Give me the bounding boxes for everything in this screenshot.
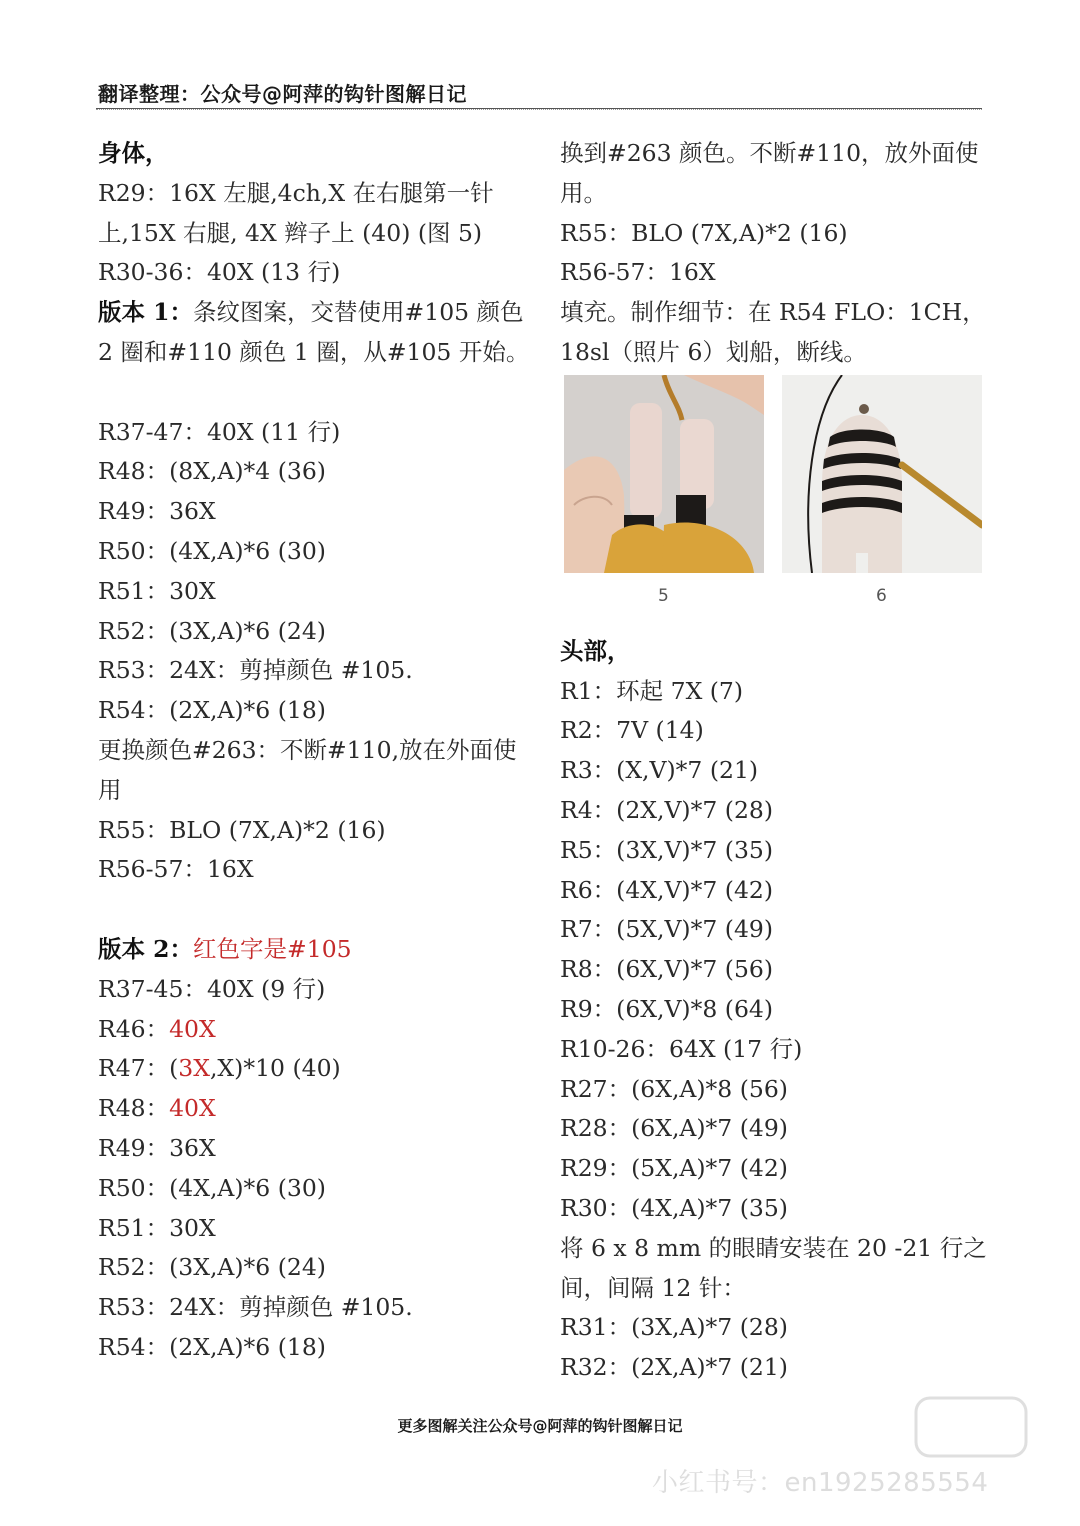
- row-v1-r55: R55：BLO (7X,A)*2 (16): [98, 815, 386, 844]
- row-v1-r50: R50：(4X,A)*6 (30): [98, 536, 326, 565]
- head-row-r4: R4：(2X,V)*7 (28): [560, 795, 774, 824]
- row-v1-r54: R54：(2X,A)*6 (18): [98, 696, 326, 725]
- row-r29: R29：16X 左腿,4ch,X 在右腿第一针上,15X 右腿, 4X 辫子上 (40) (图 5): [98, 178, 494, 247]
- row-r55: R55：BLO (7X,A)*2 (16): [560, 218, 848, 247]
- xiaohongshu-logo-watermark: [912, 1392, 1030, 1462]
- change-color-note: 更换颜色#263：不断#110,放在外面使用: [98, 735, 517, 804]
- row-v2-r47-red-value: 3X: [178, 1054, 210, 1083]
- row-v2-r47-label: R47：(: [98, 1054, 179, 1083]
- row-v2-r52: R52：(3X,A)*6 (24): [98, 1253, 326, 1282]
- version-2-label: 版本 2：: [98, 934, 194, 963]
- page-header-title: 翻译整理：公众号@阿萍的钩针图解日记: [98, 82, 467, 106]
- head-section-heading: 头部，: [560, 636, 631, 665]
- head-row-r27: R27：(6X,A)*8 (56): [560, 1074, 788, 1103]
- head-row-r29: R29：(5X,A)*7 (42): [560, 1154, 788, 1183]
- head-row-r9: R9：(6X,V)*8 (64): [560, 994, 774, 1023]
- row-v2-r48: [98, 1089, 538, 1129]
- right-column: [560, 134, 988, 1388]
- row-v1-r53: R53：24X：剪掉颜色 #105.: [98, 656, 413, 685]
- stuffing-note: 填充。制作细节：在 R54 FLO：1CH，18sl（照片 6）划船，断线。: [560, 298, 986, 366]
- row-v2-r46-label: R46：: [98, 1014, 170, 1043]
- head-row-r8: R8：(6X,V)*7 (56): [560, 955, 774, 984]
- head-row-r31: R31：(3X,A)*7 (28): [560, 1313, 788, 1342]
- body-section-heading: 身体，: [98, 139, 169, 167]
- photo-6-striped-body: [782, 375, 982, 573]
- page-footer: 更多图解关注公众号@阿萍的钩针图解日记: [397, 1417, 683, 1435]
- row-v1-r51: R51：30X: [98, 576, 216, 605]
- row-v2-r48-red-value: 40X: [169, 1094, 216, 1123]
- watermark-user-id: 小红书号：en1925285554: [652, 1468, 989, 1498]
- row-v1-r52: R52：(3X,A)*6 (24): [98, 616, 326, 645]
- row-r56-57: R56-57：16X: [560, 258, 716, 287]
- head-row-r3: R3：(X,V)*7 (21): [560, 756, 759, 785]
- row-v2-r46: [98, 1010, 538, 1050]
- row-v1-r48: R48：(8X,A)*4 (36): [98, 457, 326, 486]
- row-v1-r56-57: R56-57：16X: [98, 855, 254, 884]
- version-1-intro: [98, 293, 538, 412]
- step-photos: [560, 373, 988, 605]
- spacer: [560, 605, 988, 632]
- row-v2-r46-red-value: 40X: [169, 1014, 216, 1043]
- row-v1-r49: R49：36X: [98, 497, 216, 526]
- row-v2-r47-rest: ,X)*10 (40): [209, 1054, 341, 1083]
- left-column: [98, 134, 538, 1368]
- row-v2-r51: R51：30X: [98, 1213, 216, 1242]
- row-v2-r48-label: R48：: [98, 1094, 170, 1123]
- eyes-note: 将 6 x 8 mm 的眼睛安装在 20 -21 行之间，间隔 12 针：: [560, 1233, 987, 1302]
- row-v2-r54: R54：(2X,A)*6 (18): [98, 1332, 326, 1361]
- row-v1-r37-47: R37-47：40X (11 行): [98, 417, 341, 446]
- head-row-r7: R7：(5X,V)*7 (49): [560, 915, 774, 944]
- photo-6-caption: 6: [876, 585, 887, 606]
- head-row-r28: R28：(6X,A)*7 (49): [560, 1114, 788, 1143]
- head-row-r5: R5：(3X,V)*7 (35): [560, 835, 774, 864]
- head-row-r6: R6：(4X,V)*7 (42): [560, 875, 774, 904]
- version-2-heading: [98, 930, 538, 970]
- header-divider: [96, 108, 982, 110]
- head-row-r2: R2：7V (14): [560, 716, 704, 745]
- row-v2-r53: R53：24X：剪掉颜色 #105.: [98, 1293, 413, 1322]
- row-v2-r47: [98, 1049, 538, 1089]
- photo-5-hands-crocheting-legs: [564, 375, 764, 573]
- row-v2-r50: R50：(4X,A)*6 (30): [98, 1173, 326, 1202]
- row-r30-36: R30-36：40X (13 行): [98, 258, 341, 287]
- row-v2-r37-45: R37-45：40X (9 行): [98, 974, 326, 1003]
- head-row-r32: R32：(2X,A)*7 (21): [560, 1353, 788, 1382]
- head-row-r30: R30：(4X,A)*7 (35): [560, 1193, 788, 1222]
- spacer: [98, 890, 538, 930]
- head-row-r1: R1：环起 7X (7): [560, 676, 744, 705]
- version-2-color-note: 红色字是#105: [193, 934, 352, 963]
- version-1-label: 版本 1：: [98, 298, 194, 327]
- row-v2-r49: R49：36X: [98, 1133, 216, 1162]
- photo-5-caption: 5: [658, 585, 669, 606]
- switch-color-note: 换到#263 颜色。不断#110，放外面使用。: [560, 139, 979, 207]
- head-row-r10-26: R10-26：64X (17 行): [560, 1034, 803, 1063]
- version-1-description: 条纹图案，交替使用#105 颜色 2 圈和#110 颜色 1 圈，从#105 开始。: [98, 298, 530, 366]
